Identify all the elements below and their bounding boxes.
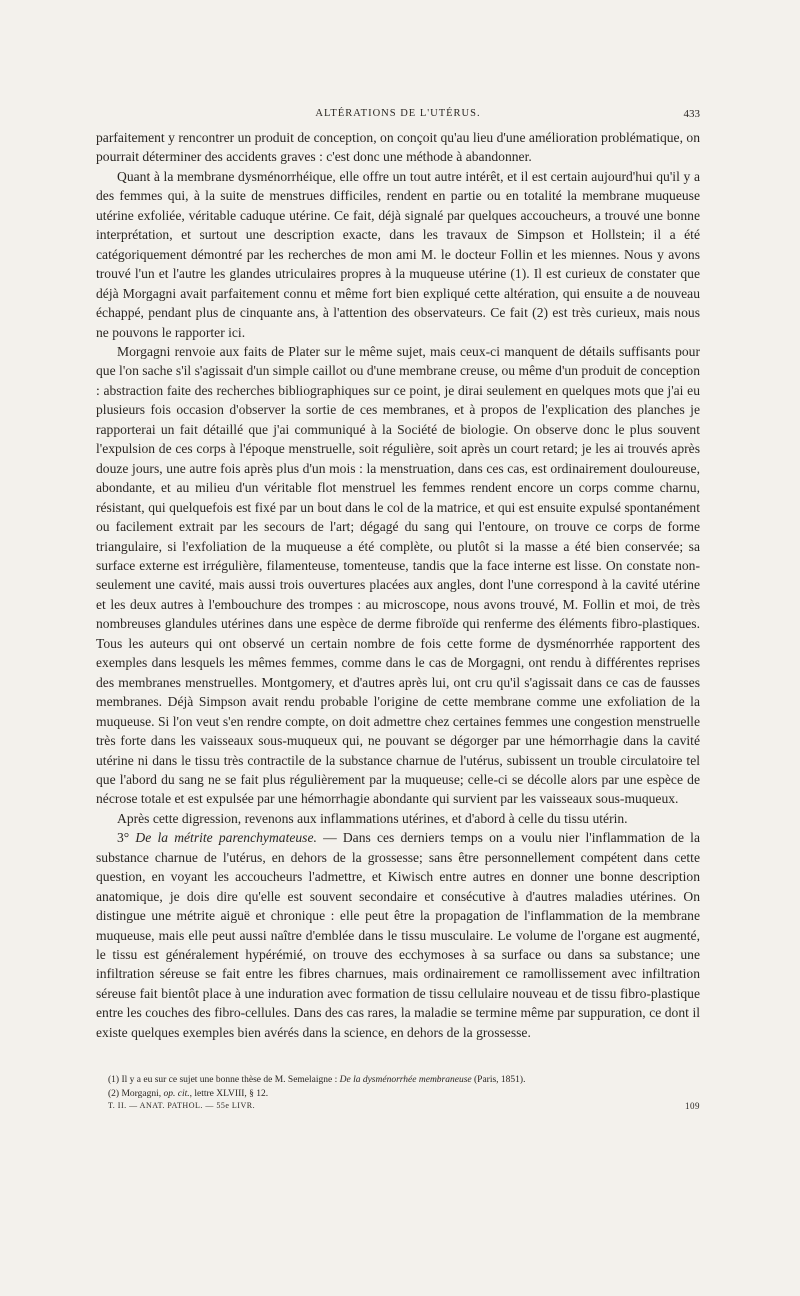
paragraph: Quant à la membrane dysménorrhéique, elle offre un tout autre intérêt, et il est certain aujourd'hui qu'il y a des femmes qui, à la suite de menstrues difficiles, rendent en partie ou en totalité la membrane muqueuse utérine exfoliée, véritable caduque utérine. Ce fait, déjà signalé par quelques accoucheurs, a trouvé une bonne interprétation, et surtout une description exacte, dans les travaux de Simpson et Hollstein; il a été catégoriquement démontré par les recherches de mon ami M. le docteur Follin et les miennes. Nous y avons trouvé l'un et l'autre les glandes utriculaires propres à la muqueuse utérine (1). Il est curieux de constater que déjà Morgagni avait parfaitement connu et même fort bien expliqué cette altération, qui ensuite a de nouveau échappé, pendant plus de cinquante ans, à l'attention des observateurs. Ce fait (2) est très curieux, mais nous ne pouvons le rapporter ici. [96,168,700,340]
signature-number: 109 [685,1101,700,1111]
section-text: — Dans ces derniers temps on a voulu nier l'inflammation de la substance charnue de l'utérus, en dehors de la grossesse; sans être personnellement compétent dans cette question, en voyant les accoucheurs l'admettre, et Kiwisch entre autres en donner une bonne description anatomique, je dois dire qu'elle est souvent secondaire et consécutive à d'autres maladies utérines. On distingue une métrite aiguë et chronique : elle peut être la propagation de l'inflammation de la membrane muqueuse, mais elle peut aussi naître d'emblée dans le tissu musculaire. Le volume de l'organe est augmenté, le tissu est généralement hypérémié, on trouve des ecchymoses à sa surface ou dans sa substance; une infiltration séreuse se fait entre les fibres charnues, mais ordinairement ce ramollissement avec infiltration séreuse fait bientôt place à une induration avec formation de tissu cellulaire nouveau et de tissu fibro-plastique entre les couches des fibro-cellules. Dans des cas rares, la maladie se termine même par suppuration, ce dont il existe quelques exemples bien avérés dans la science, en dehors de la grossesse. [96,830,700,1040]
footnote-text: (1) Il y a eu sur ce sujet une bonne thèse de M. Semelaigne : [108,1075,340,1085]
paragraph: Morgagni renvoie aux faits de Plater sur le même sujet, mais ceux-ci manquent de détails suffisants pour que l'on sache s'il s'agissait d'un simple caillot ou d'une membrane creuse, ou même d'un produit de conception : abstraction faite des recherches bibliographiques sur ce point, je dirai seulement en quelques mots que j'ai eu plusieurs fois occasion d'observer la sortie de ces membranes, et à propos de l'explication des planches je rapporterai un fait détaillé que j'ai communiqué à la Société de biologie. On observe donc le plus souvent l'expulsion de ces corps à l'époque menstruelle, soit régulière, soit après un court retard; je les ai trouvés après douze jours, une autre fois après plus d'un mois : la menstruation, dans ces cas, est ordinairement douloureuse, abondante, et au milieu d'un véritable flot menstruel les femmes rendent encore un corps comme charnu, résistant, qui quelquefois est fixé par un bout dans le col de la matrice, et qui est ensuite expulsé spontanément ou facilement extrait par les secours de l'art; dégagé du sang qui l'entoure, on trouve ce corps de forme triangulaire, si l'exfoliation de la muqueuse a été complète, ou plutôt si la masse a été bien conservée; sa surface externe est irrégulière, filamenteuse, tomenteuse, tandis que la face interne est lisse. On constate non-seulement une cavité, mais aussi trois ouvertures placées aux angles, dont l'une correspond à la cavité utérine et les deux autres à l'embouchure des trompes : au microscope, nous avons trouvé, M. Follin et moi, de très nombreuses glandules utérines dans une espèce de derme fibroïde qui renferme des éléments fibro-plastiques. Tous les auteurs qui ont observé un certain nombre de fois cette forme de dysménorrhée rapportent des exemples dans lesquels les mêmes femmes, comme dans le cas de Morgagni, ont rendu à différentes reprises des membranes menstruelles. Montgomery, et d'autres après lui, ont cru qu'il s'agissait dans ce cas de fausses membranes. Déjà Simpson avait rendu probable l'origine de cette membrane comme une exfoliation de la muqueuse. Si l'on veut s'en rendre compte, on doit admettre chez certaines femmes une congestion menstruelle très forte dans les vaisseaux sous-muqueux qui, ne pouvant se dégorger par une hémorrhagie dans la cavité utérine ni dans le tissu très contractile de la substance charnue de l'utérus, subissent un trouble circulatoire tel que l'abord du sang ne se fait plus régulièrement par la muqueuse; celle-ci se décolle alors par une espèce de nécrose totale et est expulsée par une hémorrhagie abondante qui survient par les vaisseaux sous-muqueux. [96,343,700,807]
footnote-text: (2) Morgagni, [108,1089,164,1099]
section-paragraph [96,828,700,1042]
paragraph: Après cette digression, revenons aux inflammations utérines, et d'abord à celle du tissu utérin. [117,810,628,826]
page-header [96,108,700,126]
printer-signature [108,1101,700,1115]
body-text [96,128,700,1042]
signature-text: T. II. — ANAT. PATHOL. — 55e LIVR. [108,1101,256,1110]
footnote-text: (Paris, 1851). [471,1075,526,1085]
footnote-text: , lettre XLVIII, § 12. [189,1089,269,1099]
section-number: 3° [117,830,130,846]
section-title: De la métrite parenchymateuse. [135,830,317,846]
footnote-title: De la dysménorrhée membraneuse [339,1075,472,1085]
footnotes [96,1073,700,1101]
page-number: 433 [683,108,700,120]
running-title: ALTÉRATIONS DE L'UTÉRUS. [315,108,481,119]
footnote-2 [96,1087,700,1101]
footnote-reference: op. cit. [163,1089,190,1099]
paragraph: parfaitement y rencontrer un produit de conception, on conçoit qu'au lieu d'une amélioration problématique, on pourrait déterminer des accidents graves : c'est donc une méthode à abandonner. [96,130,700,165]
footnote-1 [96,1073,700,1087]
